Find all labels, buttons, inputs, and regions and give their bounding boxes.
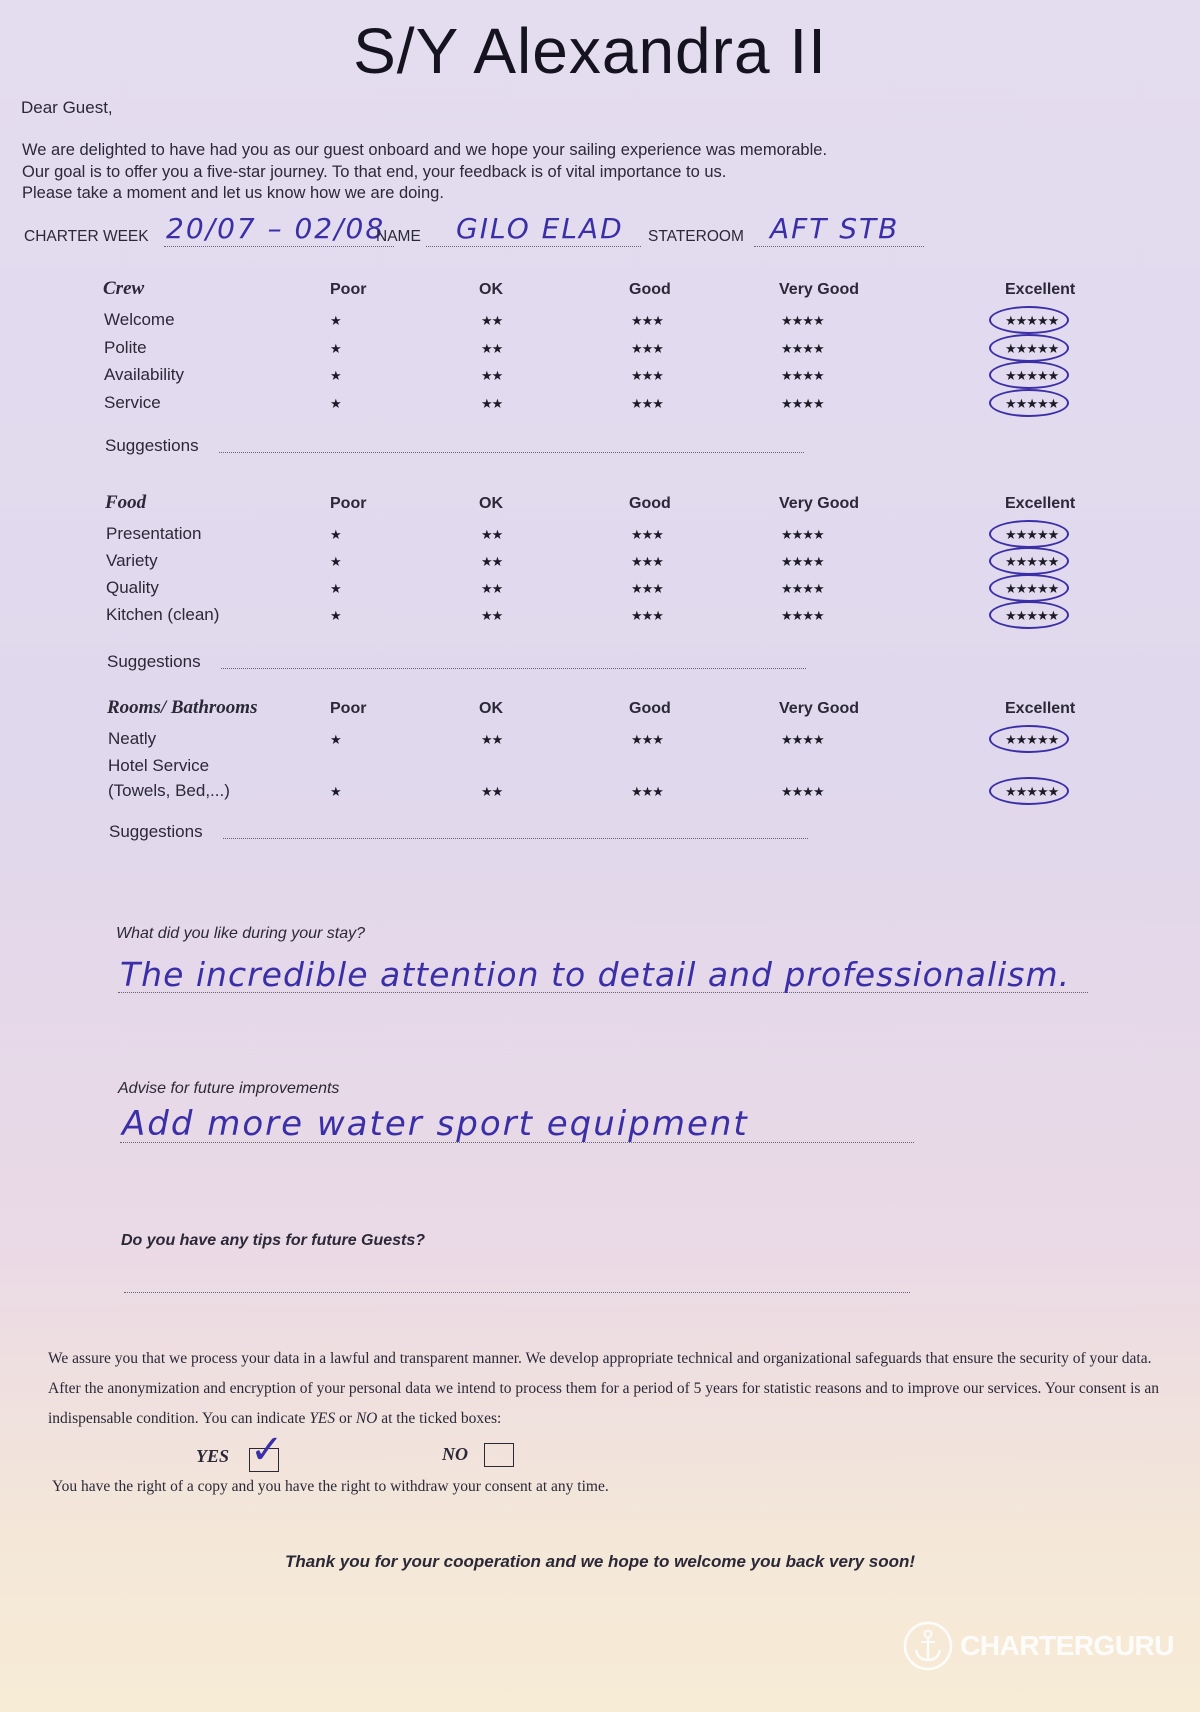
column-header-ok: OK <box>479 281 503 298</box>
tips-question: Do you have any tips for future Guests? <box>121 1232 426 1249</box>
rating-option-ok[interactable]: ★★ <box>481 313 503 328</box>
consent-yes-label: YES <box>196 1446 230 1466</box>
watermark-text: CHARTERGURU <box>960 1630 1174 1661</box>
rating-row-label: Presentation <box>106 524 202 543</box>
rating-option-good[interactable]: ★★★ <box>631 608 663 623</box>
rating-option-very-good[interactable]: ★★★★ <box>781 732 824 747</box>
charter-week-field[interactable] <box>164 246 394 247</box>
rating-stars: ★★★★★ <box>1005 313 1059 328</box>
intro-paragraph <box>22 140 827 205</box>
rating-option-good[interactable]: ★★★ <box>631 368 663 383</box>
rating-option-ok[interactable]: ★★ <box>481 784 503 799</box>
rating-option-ok[interactable]: ★★ <box>481 732 503 747</box>
crew-section-title: Crew <box>103 278 145 299</box>
rating-row-label: Service <box>104 392 161 412</box>
rating-stars: ★★★★★ <box>1005 581 1059 596</box>
column-header-ok: OK <box>479 495 503 512</box>
selected-rating-circle[interactable] <box>989 361 1069 389</box>
selected-rating-circle[interactable] <box>989 777 1069 805</box>
crew-suggestions-line[interactable] <box>219 452 804 453</box>
column-header-very-good: Very Good <box>779 495 860 512</box>
rating-option-good[interactable]: ★★★ <box>631 313 663 328</box>
rating-row-label: Welcome <box>104 310 175 329</box>
rating-option-very-good[interactable]: ★★★★ <box>781 313 824 328</box>
rooms-suggestions-label: Suggestions <box>109 822 203 841</box>
column-header-excellent: Excellent <box>1005 700 1076 717</box>
column-header-poor: Poor <box>330 700 367 717</box>
selected-rating-circle[interactable] <box>989 389 1069 417</box>
rating-stars: ★★★★★ <box>1005 395 1059 411</box>
rating-option-very-good[interactable]: ★★★★ <box>781 554 824 569</box>
rating-option-good[interactable]: ★★★ <box>631 784 663 799</box>
rating-stars: ★★★★★ <box>1005 784 1059 799</box>
rating-option-very-good[interactable]: ★★★★ <box>781 340 824 356</box>
food-suggestions-label: Suggestions <box>107 652 201 671</box>
rating-option-very-good[interactable]: ★★★★ <box>781 784 824 799</box>
rating-option-ok[interactable]: ★★ <box>481 554 503 569</box>
rating-option-poor[interactable]: ★ <box>330 527 341 542</box>
advise-answer: Add more water sport equipment <box>122 1104 749 1144</box>
consent-no-checkbox[interactable] <box>484 1443 514 1467</box>
rating-stars: ★★★★★ <box>1005 340 1059 356</box>
rating-option-very-good[interactable]: ★★★★ <box>781 581 824 596</box>
consent-rights: You have the right of a copy and you have the right to withdraw your consent at any time. <box>52 1478 609 1495</box>
rating-option-poor[interactable]: ★ <box>330 608 341 623</box>
rating-row-label: Hotel Service <box>108 756 210 775</box>
rating-option-poor[interactable]: ★ <box>330 732 341 747</box>
rating-option-good[interactable]: ★★★ <box>631 581 663 596</box>
intro-line: Our goal is to offer you a five-star journey. To that end, your feedback is of vital importance to us. <box>22 162 727 181</box>
column-header-poor: Poor <box>330 281 367 298</box>
advise-question: Advise for future improvements <box>118 1080 340 1097</box>
rating-stars: ★★★★★ <box>1005 527 1059 542</box>
stateroom-label: STATEROOM <box>648 228 744 245</box>
rating-row-label: Neatly <box>108 729 157 748</box>
liked-question: What did you like during your stay? <box>116 925 366 942</box>
rating-option-poor[interactable]: ★ <box>330 581 341 596</box>
rating-option-very-good[interactable]: ★★★★ <box>781 368 824 383</box>
rooms-suggestions-line[interactable] <box>223 838 808 839</box>
selected-rating-circle[interactable] <box>989 306 1069 334</box>
form-title: S/Y Alexandra II <box>353 15 827 87</box>
rating-option-ok[interactable]: ★★ <box>481 340 503 356</box>
rating-option-ok[interactable]: ★★ <box>481 395 503 411</box>
rating-option-poor[interactable]: ★ <box>330 313 341 328</box>
rating-row-label: Polite <box>104 337 147 357</box>
rating-row-label: Variety <box>106 551 158 570</box>
rating-option-good[interactable]: ★★★ <box>631 395 663 411</box>
selected-rating-circle[interactable] <box>989 547 1069 575</box>
column-header-excellent: Excellent <box>1005 281 1076 298</box>
rating-option-poor[interactable]: ★ <box>330 554 341 569</box>
rating-option-ok[interactable]: ★★ <box>481 608 503 623</box>
column-header-good: Good <box>629 495 671 512</box>
selected-rating-circle[interactable] <box>989 520 1069 548</box>
rating-option-very-good[interactable]: ★★★★ <box>781 608 824 623</box>
charter-week-value: 20/07 – 02/08 <box>166 212 386 245</box>
rating-option-ok[interactable]: ★★ <box>481 581 503 596</box>
column-header-good: Good <box>629 281 671 298</box>
rating-option-poor[interactable]: ★ <box>330 368 341 383</box>
rating-row-label: Availability <box>104 365 185 384</box>
rating-option-ok[interactable]: ★★ <box>481 527 503 542</box>
food-suggestions-line[interactable] <box>221 668 806 669</box>
selected-rating-circle[interactable] <box>989 574 1069 602</box>
selected-rating-circle[interactable] <box>989 334 1069 362</box>
column-header-poor: Poor <box>330 495 367 512</box>
rating-option-poor[interactable]: ★ <box>330 784 341 799</box>
liked-answer: The incredible attention to detail and professionalism. <box>120 955 1071 994</box>
stateroom-value: AFT STB <box>770 212 900 245</box>
name-value: GILO ELAD <box>456 212 624 245</box>
rating-option-good[interactable]: ★★★ <box>631 554 663 569</box>
rating-row-label: Kitchen (clean) <box>106 605 220 624</box>
stateroom-field[interactable] <box>754 246 924 247</box>
selected-rating-circle[interactable] <box>989 725 1069 753</box>
column-header-good: Good <box>629 700 671 717</box>
rating-option-poor[interactable]: ★ <box>330 340 341 356</box>
rating-row-sublabel: (Towels, Bed,...) <box>108 781 230 800</box>
rating-option-poor[interactable]: ★ <box>330 395 341 411</box>
name-label: NAME <box>376 228 421 245</box>
rating-stars: ★★★★★ <box>1005 732 1059 747</box>
consent-no-label: NO <box>442 1444 468 1464</box>
rating-stars: ★★★★★ <box>1005 554 1059 569</box>
watermark-logo <box>902 1620 1174 1672</box>
column-header-very-good: Very Good <box>779 281 860 298</box>
salutation: Dear Guest, <box>21 98 113 117</box>
rating-stars: ★★★★★ <box>1005 368 1059 383</box>
intro-line: We are delighted to have had you as our guest onboard and we hope your sailing experience was memorable. <box>22 141 828 159</box>
rating-option-good[interactable]: ★★★ <box>631 732 663 747</box>
charter-week-label: CHARTER WEEK <box>24 228 149 245</box>
rating-row-label: Quality <box>106 578 159 597</box>
guest-info-row <box>24 214 934 254</box>
column-header-very-good: Very Good <box>779 700 860 717</box>
rating-option-ok[interactable]: ★★ <box>481 368 503 383</box>
intro-line: Please take a moment and let us know how we are doing. <box>22 184 444 202</box>
thank-you-note: Thank you for your cooperation and we hope to welcome you back very soon! <box>284 1552 916 1571</box>
consent-text: We assure you that we process your data in a lawful and transparent manner. We develop appropriate technical and organizational safeguards that ensure the security of your data. After the anonymization and encryption of your personal data we intend to process them for a period of 5 years for statistic reasons and to improve our services. Your consent is an indispensable condition. You can indicate YES or NO at the ticked boxes: <box>48 1350 1159 1427</box>
rating-option-very-good[interactable]: ★★★★ <box>781 395 824 411</box>
name-field[interactable] <box>426 246 641 247</box>
rating-option-good[interactable]: ★★★ <box>631 527 663 542</box>
rooms-section-title: Rooms/ Bathrooms <box>107 697 258 718</box>
tips-answer-line[interactable] <box>124 1292 910 1293</box>
selected-rating-circle[interactable] <box>989 601 1069 629</box>
rating-option-good[interactable]: ★★★ <box>631 340 663 356</box>
column-header-excellent: Excellent <box>1005 495 1076 512</box>
crew-suggestions-label: Suggestions <box>105 436 199 455</box>
food-section-title: Food <box>105 492 147 513</box>
yes-check-mark-icon: ✓ <box>250 1428 284 1472</box>
column-header-ok: OK <box>479 700 503 717</box>
rating-stars: ★★★★★ <box>1005 608 1059 623</box>
anchor-icon <box>902 1620 954 1672</box>
rating-option-very-good[interactable]: ★★★★ <box>781 527 824 542</box>
